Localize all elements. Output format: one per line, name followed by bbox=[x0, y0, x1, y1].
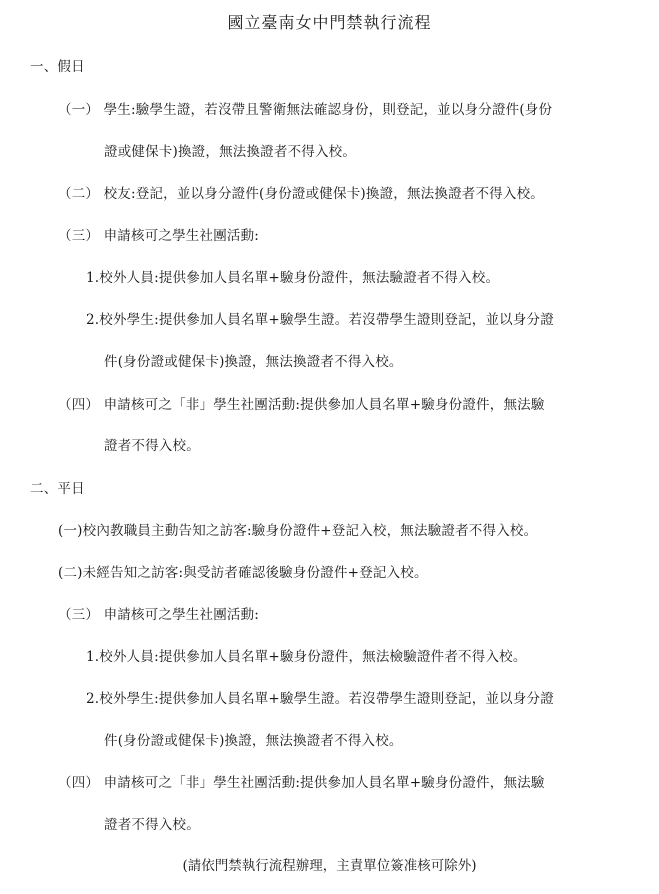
weekday-item-1: (一)校內教職員主動告知之訪客:驗身份證件+登記入校，無法驗證者不得入校。 bbox=[58, 523, 538, 539]
section-heading-weekday: 二、平日 bbox=[30, 481, 85, 497]
weekday-item-4: （四） 申請核可之「非」學生社團活動:提供參加人員名單+驗身份證件，無法驗 bbox=[58, 775, 545, 791]
weekday-item-3-sub-1: 1.校外人員:提供參加人員名單+驗身份證件，無法檢驗證件者不得入校。 bbox=[86, 649, 527, 665]
weekday-item-3: （三） 申請核可之學生社團活動: bbox=[58, 607, 260, 623]
document-title: 國立臺南女中門禁執行流程 bbox=[227, 13, 432, 32]
document-footer-note: (請依門禁執行流程辦理，主責單位簽准核可除外) bbox=[182, 858, 477, 874]
holiday-item-3-sub-1: 1.校外人員:提供參加人員名單+驗身份證件，無法驗證者不得入校。 bbox=[86, 270, 500, 286]
holiday-item-1: （一） 學生:驗學生證，若沒帶且警衛無法確認身份，則登記，並以身分證件(身份 bbox=[58, 102, 553, 118]
weekday-item-3-sub-2: 2.校外學生:提供參加人員名單+驗學生證。若沒帶學生證則登記，並以身分證 bbox=[86, 691, 554, 707]
holiday-item-3: （三） 申請核可之學生社團活動: bbox=[58, 228, 260, 244]
holiday-item-2: （二） 校友:登記，並以身分證件(身份證或健保卡)換證，無法換證者不得入校。 bbox=[58, 186, 544, 202]
weekday-item-3-sub-2-cont: 件(身份證或健保卡)換證，無法換證者不得入校。 bbox=[104, 733, 403, 749]
holiday-item-3-sub-2: 2.校外學生:提供參加人員名單+驗學生證。若沒帶學生證則登記，並以身分證 bbox=[86, 312, 554, 328]
weekday-item-2: (二)未經告知之訪客:與受訪者確認後驗身份證件+登記入校。 bbox=[58, 565, 428, 581]
holiday-item-1-cont: 證或健保卡)換證，無法換證者不得入校。 bbox=[104, 144, 357, 160]
holiday-item-4-cont: 證者不得入校。 bbox=[104, 438, 200, 454]
section-heading-holiday: 一、假日 bbox=[30, 59, 85, 75]
holiday-item-4: （四） 申請核可之「非」學生社團活動:提供參加人員名單+驗身份證件，無法驗 bbox=[58, 397, 545, 413]
holiday-item-3-sub-2-cont: 件(身份證或健保卡)換證，無法換證者不得入校。 bbox=[104, 354, 403, 370]
weekday-item-4-cont: 證者不得入校。 bbox=[104, 817, 200, 833]
